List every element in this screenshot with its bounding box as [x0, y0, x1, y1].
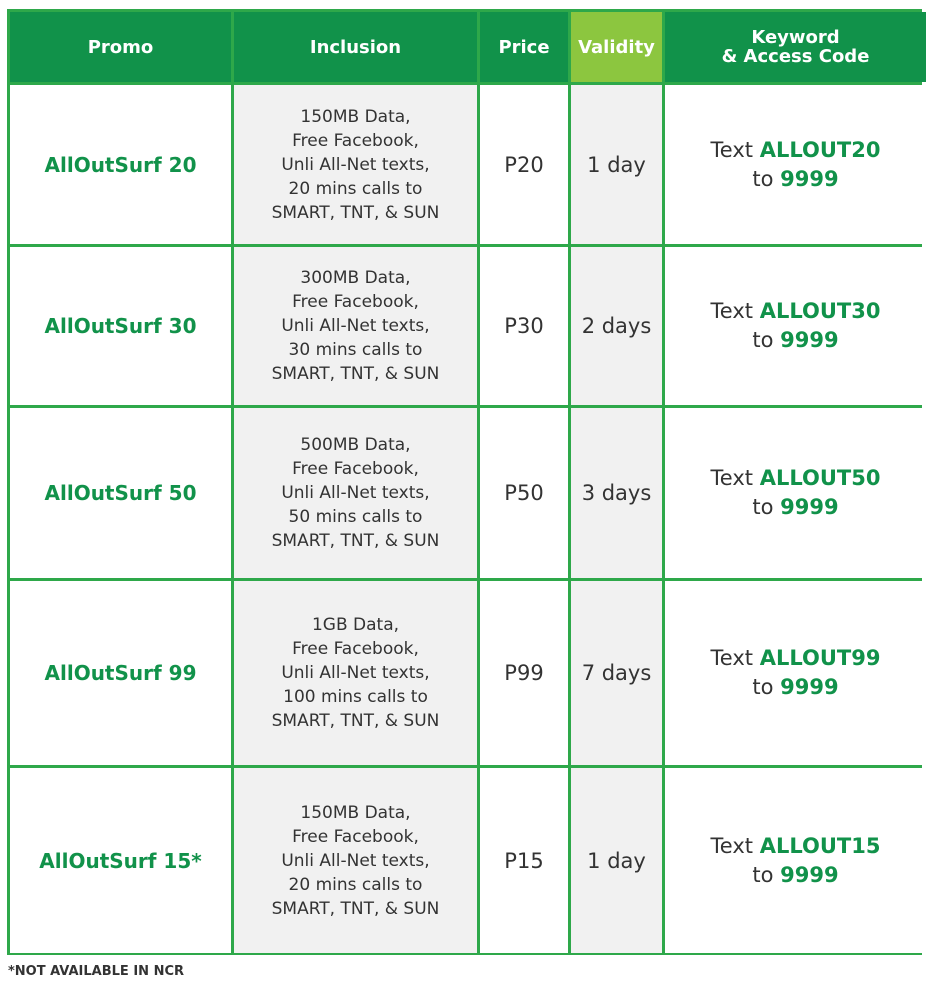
header-validity: Validity — [571, 12, 662, 82]
access-code: 9999 — [780, 328, 839, 352]
inclusion-line: Unli All-Net texts, — [281, 154, 430, 175]
price-cell: P20 — [480, 85, 568, 244]
text-word: Text — [710, 299, 754, 323]
table-row — [10, 85, 926, 244]
keyword-cell — [665, 408, 926, 578]
inclusion-line: 50 mins calls to — [288, 507, 423, 527]
header-keyword — [665, 12, 926, 82]
table-row — [10, 408, 926, 578]
promo-name: AllOutSurf 50 — [10, 408, 231, 578]
inclusion-line: Free Facebook, — [292, 292, 419, 312]
header-keyword-line2: & Access Code — [721, 46, 870, 67]
text-word: Text — [710, 466, 754, 490]
keyword-line — [665, 644, 926, 673]
promo-name: AllOutSurf 30 — [10, 247, 231, 405]
promo-table-container — [7, 9, 922, 955]
price-cell: P99 — [480, 581, 568, 765]
inclusion-line: Unli All-Net texts, — [281, 483, 430, 503]
inclusion-line: SMART, TNT, & SUN — [271, 898, 440, 919]
header-promo: Promo — [10, 12, 231, 82]
inclusion-line: Free Facebook, — [292, 826, 419, 847]
validity-cell: 2 days — [571, 247, 662, 405]
inclusion-line: SMART, TNT, & SUN — [271, 202, 440, 223]
inclusion-line: 30 mins calls to — [288, 340, 423, 360]
keyword-line — [665, 832, 926, 861]
inclusion-line: 20 mins calls to — [288, 874, 423, 895]
keyword-code: ALLOUT99 — [759, 646, 881, 670]
promo-name: AllOutSurf 15* — [10, 768, 231, 953]
to-word: to — [752, 495, 774, 519]
table-row — [10, 768, 926, 953]
access-code: 9999 — [780, 862, 839, 887]
header-keyword-line1: Keyword — [751, 27, 840, 48]
inclusion-line: 150MB Data, — [300, 106, 411, 127]
keyword-line — [665, 297, 926, 326]
inclusion-line: 500MB Data, — [300, 435, 411, 455]
table-row — [10, 581, 926, 765]
access-code: 9999 — [780, 166, 839, 191]
keyword-cell — [665, 85, 926, 244]
footnote: *NOT AVAILABLE IN NCR — [8, 964, 184, 979]
to-word: to — [752, 675, 774, 699]
inclusion-line: Free Facebook, — [292, 639, 419, 659]
inclusion-cell — [234, 581, 477, 765]
keyword-cell — [665, 247, 926, 405]
access-line — [665, 165, 926, 194]
price-cell: P30 — [480, 247, 568, 405]
validity-cell: 7 days — [571, 581, 662, 765]
inclusion-line: Free Facebook, — [292, 459, 419, 479]
price-cell: P50 — [480, 408, 568, 578]
table-row — [10, 247, 926, 405]
to-word: to — [752, 328, 774, 352]
validity-cell: 1 day — [571, 85, 662, 244]
inclusion-line: SMART, TNT, & SUN — [271, 531, 440, 551]
keyword-code: ALLOUT30 — [759, 299, 881, 323]
text-word: Text — [710, 833, 754, 858]
access-line — [665, 673, 926, 702]
promo-table — [7, 9, 929, 956]
inclusion-cell — [234, 85, 477, 244]
promo-name: AllOutSurf 20 — [10, 85, 231, 244]
text-word: Text — [710, 137, 754, 162]
header-price: Price — [480, 12, 568, 82]
keyword-cell — [665, 581, 926, 765]
to-word: to — [752, 166, 774, 191]
inclusion-line: 1GB Data, — [311, 615, 400, 635]
keyword-line — [665, 464, 926, 493]
access-line — [665, 493, 926, 522]
keyword-code: ALLOUT20 — [759, 137, 881, 162]
table-header-row — [10, 12, 926, 82]
validity-cell: 1 day — [571, 768, 662, 953]
header-inclusion: Inclusion — [234, 12, 477, 82]
inclusion-line: 20 mins calls to — [288, 178, 423, 199]
access-line — [665, 326, 926, 355]
price-cell: P15 — [480, 768, 568, 953]
inclusion-line: 100 mins calls to — [283, 687, 428, 707]
to-word: to — [752, 862, 774, 887]
keyword-line — [665, 136, 926, 165]
inclusion-cell — [234, 768, 477, 953]
inclusion-cell — [234, 408, 477, 578]
inclusion-line: 150MB Data, — [300, 802, 411, 823]
inclusion-line: 300MB Data, — [300, 268, 411, 288]
access-code: 9999 — [780, 675, 839, 699]
promo-name: AllOutSurf 99 — [10, 581, 231, 765]
keyword-code: ALLOUT50 — [759, 466, 881, 490]
inclusion-line: Free Facebook, — [292, 130, 419, 151]
inclusion-line: SMART, TNT, & SUN — [271, 711, 440, 731]
validity-cell: 3 days — [571, 408, 662, 578]
access-line — [665, 861, 926, 890]
text-word: Text — [710, 646, 754, 670]
keyword-code: ALLOUT15 — [759, 833, 881, 858]
inclusion-line: Unli All-Net texts, — [281, 316, 430, 336]
inclusion-cell — [234, 247, 477, 405]
inclusion-line: Unli All-Net texts, — [281, 850, 430, 871]
keyword-cell — [665, 768, 926, 953]
inclusion-line: Unli All-Net texts, — [281, 663, 430, 683]
inclusion-line: SMART, TNT, & SUN — [271, 364, 440, 384]
access-code: 9999 — [780, 495, 839, 519]
